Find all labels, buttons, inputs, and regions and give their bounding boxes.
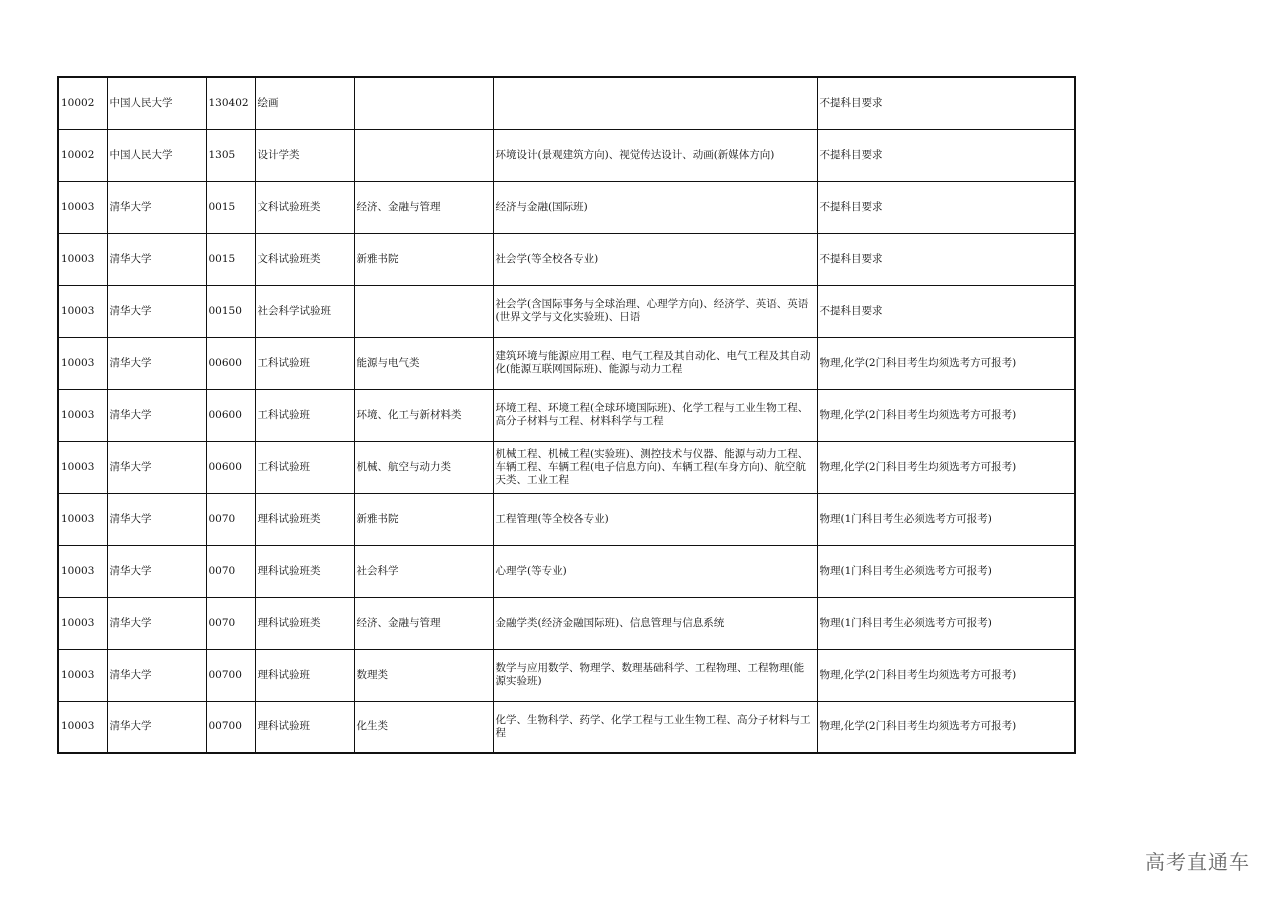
university-code-cell: 10003 [58,441,107,493]
major-code-cell: 130402 [206,77,255,129]
subject-requirement-cell: 物理,化学(2门科目考生均须选考方可报考) [817,649,1075,701]
included-majors-cell [493,77,817,129]
university-name-cell: 清华大学 [107,181,206,233]
university-name-cell: 清华大学 [107,493,206,545]
major-code-cell: 00600 [206,389,255,441]
university-code-cell: 10003 [58,285,107,337]
table-row [58,545,1075,597]
university-name-cell: 中国人民大学 [107,77,206,129]
subclass-cell: 新雅书院 [354,233,493,285]
university-name-cell: 中国人民大学 [107,129,206,181]
major-name-cell: 工科试验班 [255,389,354,441]
table-row [58,597,1075,649]
subject-requirement-cell: 物理,化学(2门科目考生均须选考方可报考) [817,389,1075,441]
subject-requirement-cell: 物理,化学(2门科目考生均须选考方可报考) [817,701,1075,753]
university-name-cell: 清华大学 [107,233,206,285]
major-name-cell: 绘画 [255,77,354,129]
subject-requirement-cell: 物理(1门科目考生必须选考方可报考) [817,597,1075,649]
table-row [58,389,1075,441]
table-row [58,493,1075,545]
included-majors-cell: 化学、生物科学、药学、化学工程与工业生物工程、高分子材料与工程 [493,701,817,753]
included-majors-cell: 建筑环境与能源应用工程、电气工程及其自动化、电气工程及其自动化(能源互联网国际班)、能源与动力工程 [493,337,817,389]
subclass-cell: 机械、航空与动力类 [354,441,493,493]
university-name-cell: 清华大学 [107,441,206,493]
included-majors-cell: 数学与应用数学、物理学、数理基础科学、工程物理、工程物理(能源实验班) [493,649,817,701]
major-code-cell: 00600 [206,337,255,389]
included-majors-cell: 环境工程、环境工程(全球环境国际班)、化学工程与工业生物工程、高分子材料与工程、材料科学与工程 [493,389,817,441]
university-code-cell: 10003 [58,597,107,649]
university-name-cell: 清华大学 [107,545,206,597]
included-majors-cell: 机械工程、机械工程(实验班)、测控技术与仪器、能源与动力工程、车辆工程、车辆工程(电子信息方向)、车辆工程(车身方向)、航空航天类、工业工程 [493,441,817,493]
university-code-cell: 10002 [58,77,107,129]
requirements-table [57,76,1076,754]
major-name-cell: 文科试验班类 [255,181,354,233]
subject-requirement-cell: 物理(1门科目考生必须选考方可报考) [817,545,1075,597]
subclass-cell: 环境、化工与新材料类 [354,389,493,441]
university-name-cell: 清华大学 [107,337,206,389]
included-majors-cell: 心理学(等专业) [493,545,817,597]
table-row [58,337,1075,389]
included-majors-cell: 经济与金融(国际班) [493,181,817,233]
table-row [58,649,1075,701]
major-name-cell: 工科试验班 [255,441,354,493]
major-name-cell: 理科试验班类 [255,597,354,649]
major-code-cell: 00150 [206,285,255,337]
university-code-cell: 10003 [58,545,107,597]
university-code-cell: 10003 [58,649,107,701]
table-row [58,129,1075,181]
subclass-cell: 数理类 [354,649,493,701]
major-name-cell: 文科试验班类 [255,233,354,285]
subclass-cell [354,285,493,337]
table-row [58,441,1075,493]
subject-requirement-cell: 不提科目要求 [817,181,1075,233]
major-code-cell: 0070 [206,493,255,545]
major-code-cell: 00700 [206,701,255,753]
included-majors-cell: 环境设计(景观建筑方向)、视觉传达设计、动画(新媒体方向) [493,129,817,181]
subject-requirement-cell: 物理,化学(2门科目考生均须选考方可报考) [817,441,1075,493]
included-majors-cell: 工程管理(等全校各专业) [493,493,817,545]
table-row [58,233,1075,285]
subject-requirement-cell: 不提科目要求 [817,233,1075,285]
subclass-cell: 化生类 [354,701,493,753]
major-name-cell: 理科试验班 [255,701,354,753]
table-row [58,181,1075,233]
major-name-cell: 理科试验班类 [255,545,354,597]
table-row [58,701,1075,753]
university-code-cell: 10003 [58,181,107,233]
major-code-cell: 0070 [206,545,255,597]
table-body [58,77,1075,753]
major-code-cell: 00600 [206,441,255,493]
major-name-cell: 理科试验班 [255,649,354,701]
subclass-cell: 经济、金融与管理 [354,597,493,649]
major-name-cell: 理科试验班类 [255,493,354,545]
subclass-cell: 能源与电气类 [354,337,493,389]
major-name-cell: 社会科学试验班 [255,285,354,337]
university-name-cell: 清华大学 [107,597,206,649]
university-name-cell: 清华大学 [107,701,206,753]
subclass-cell: 新雅书院 [354,493,493,545]
watermark-logo: 高考直通车 [1145,850,1250,874]
subclass-cell: 经济、金融与管理 [354,181,493,233]
subject-requirement-cell: 不提科目要求 [817,77,1075,129]
university-code-cell: 10003 [58,337,107,389]
subject-requirement-cell: 不提科目要求 [817,285,1075,337]
major-name-cell: 设计学类 [255,129,354,181]
included-majors-cell: 社会学(等全校各专业) [493,233,817,285]
included-majors-cell: 金融学类(经济金融国际班)、信息管理与信息系统 [493,597,817,649]
university-code-cell: 10003 [58,389,107,441]
major-code-cell: 1305 [206,129,255,181]
major-code-cell: 0015 [206,233,255,285]
university-code-cell: 10003 [58,233,107,285]
major-code-cell: 00700 [206,649,255,701]
university-code-cell: 10002 [58,129,107,181]
included-majors-cell: 社会学(含国际事务与全球治理、心理学方向)、经济学、英语、英语(世界文学与文化实验班)、日语 [493,285,817,337]
subject-requirement-cell: 不提科目要求 [817,129,1075,181]
subject-requirement-cell: 物理,化学(2门科目考生均须选考方可报考) [817,337,1075,389]
subclass-cell [354,77,493,129]
subclass-cell: 社会科学 [354,545,493,597]
university-name-cell: 清华大学 [107,649,206,701]
university-code-cell: 10003 [58,493,107,545]
university-name-cell: 清华大学 [107,389,206,441]
major-name-cell: 工科试验班 [255,337,354,389]
table-row [58,77,1075,129]
subject-requirement-cell: 物理(1门科目考生必须选考方可报考) [817,493,1075,545]
university-name-cell: 清华大学 [107,285,206,337]
major-code-cell: 0070 [206,597,255,649]
major-code-cell: 0015 [206,181,255,233]
table-row [58,285,1075,337]
university-code-cell: 10003 [58,701,107,753]
subclass-cell [354,129,493,181]
